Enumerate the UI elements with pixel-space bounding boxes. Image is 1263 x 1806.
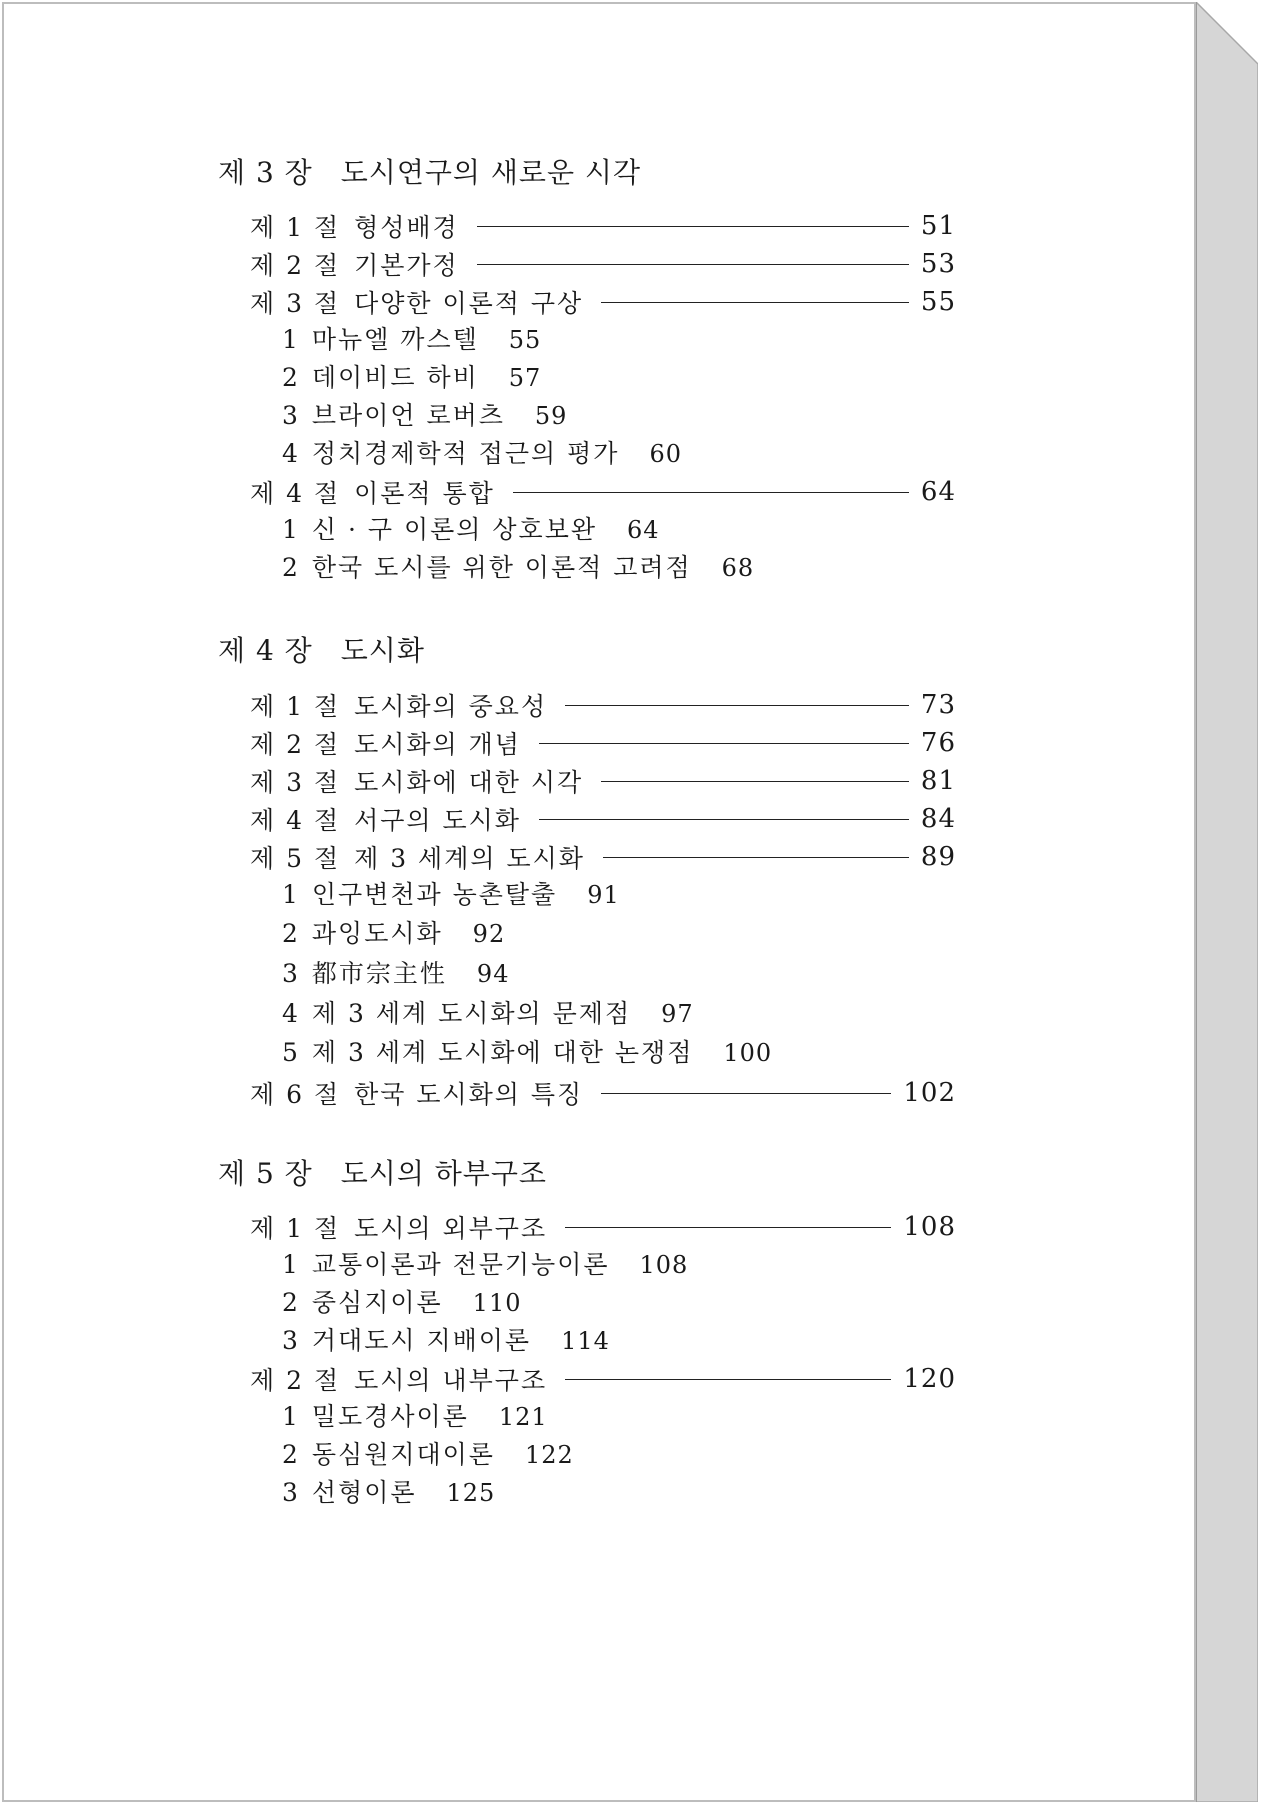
dot-leader (565, 1379, 891, 1380)
toc-subsection-entry[interactable] (282, 878, 620, 912)
toc-subsection-entry[interactable] (282, 1036, 772, 1070)
toc-subsection-entry[interactable] (282, 551, 754, 585)
toc-subsection-entry[interactable] (282, 399, 567, 433)
section-title: 도시의 내부구조 (354, 1366, 548, 1395)
toc-subsection-entry[interactable] (282, 957, 509, 991)
toc-subsection-entry[interactable] (282, 1438, 574, 1472)
page-number: 120 (903, 1364, 956, 1394)
subsection-number: 1 (282, 325, 300, 354)
chapter-heading (218, 1152, 547, 1192)
toc-subsection-entry[interactable] (282, 1324, 610, 1358)
section-number: 제 4 절 (250, 479, 341, 508)
subsection-number: 2 (282, 919, 300, 948)
toc-section-entry[interactable] (250, 764, 956, 798)
page-number: 121 (498, 1403, 548, 1431)
section-number: 제 4 절 (250, 806, 341, 835)
dot-leader (539, 743, 909, 744)
subsection-title: 밀도경사이론 (311, 1402, 469, 1431)
toc-section-entry[interactable] (250, 209, 956, 243)
page-number: 68 (721, 554, 755, 582)
subsection-title: 정치경제학적 접근의 평가 (311, 439, 620, 468)
subsection-number: 2 (282, 1440, 300, 1469)
page-number: 91 (587, 881, 620, 909)
section-title: 이론적 통합 (354, 479, 495, 508)
toc-section-entry[interactable] (250, 802, 956, 836)
subsection-title: 브라이언 로버츠 (311, 401, 505, 430)
page-number: 102 (903, 1078, 956, 1108)
toc-subsection-entry[interactable] (282, 513, 660, 547)
subsection-number: 1 (282, 1402, 300, 1431)
toc-section-entry[interactable] (250, 1076, 956, 1110)
section-number: 제 3 절 (250, 289, 341, 318)
page-number: 57 (508, 364, 542, 392)
subsection-title: 데이비드 하비 (311, 363, 479, 392)
page-number: 108 (903, 1212, 956, 1242)
section-number: 제 2 절 (250, 730, 341, 759)
page-number: 53 (920, 249, 956, 279)
chapter-label: 제 5 장 (218, 1157, 313, 1190)
toc-section-entry[interactable] (250, 726, 956, 760)
toc-subsection-entry[interactable] (282, 437, 682, 471)
toc-subsection-entry[interactable] (282, 917, 505, 951)
subsection-number: 2 (282, 553, 300, 582)
page-number: 84 (920, 804, 956, 834)
section-title: 제 3 세계의 도시화 (354, 844, 585, 873)
section-title: 도시화의 개념 (354, 730, 521, 759)
subsection-number: 3 (282, 1326, 300, 1355)
page-number: 51 (920, 211, 956, 241)
section-number: 제 1 절 (250, 692, 341, 721)
dot-leader (601, 302, 909, 303)
dot-leader (601, 1093, 891, 1094)
subsection-number: 4 (282, 999, 300, 1028)
subsection-title: 한국 도시를 위한 이론적 고려점 (311, 553, 692, 582)
section-number: 제 2 절 (250, 251, 341, 280)
page-number: 122 (524, 1441, 574, 1469)
section-number: 제 5 절 (250, 844, 341, 873)
toc-subsection-entry[interactable] (282, 1248, 688, 1282)
section-title: 기본가정 (354, 251, 459, 280)
toc-section-entry[interactable] (250, 285, 956, 319)
page-number: 125 (446, 1479, 496, 1507)
subsection-number: 1 (282, 880, 300, 909)
subsection-number: 5 (282, 1038, 300, 1067)
toc-subsection-entry[interactable] (282, 1286, 521, 1320)
subsection-title: 인구변천과 농촌탈출 (311, 880, 558, 909)
page-number: 64 (920, 477, 956, 507)
subsection-number: 1 (282, 1250, 300, 1279)
page-number: 89 (920, 842, 956, 872)
subsection-title: 마뉴엘 까스텔 (311, 325, 479, 354)
subsection-title: 都市宗主性 (311, 959, 447, 988)
subsection-title: 신 · 구 이론의 상호보완 (311, 515, 597, 544)
page-number: 60 (649, 440, 682, 468)
section-number: 제 1 절 (250, 1214, 341, 1243)
subsection-number: 3 (282, 401, 300, 430)
toc-section-entry[interactable] (250, 1210, 956, 1244)
subsection-title: 선형이론 (311, 1478, 417, 1507)
section-number: 제 1 절 (250, 213, 341, 242)
subsection-title: 중심지이론 (311, 1288, 443, 1317)
chapter-label: 제 3 장 (218, 156, 313, 189)
subsection-number: 3 (282, 1478, 300, 1507)
subsection-number: 3 (282, 959, 300, 988)
page-number: 73 (920, 690, 956, 720)
book-page (2, 2, 1196, 1802)
dot-leader (603, 857, 909, 858)
section-title: 도시화의 중요성 (354, 692, 548, 721)
dot-leader (477, 226, 909, 227)
dot-leader (513, 492, 909, 493)
toc-subsection-entry[interactable] (282, 997, 694, 1031)
page-number: 59 (534, 402, 568, 430)
page-number: 81 (920, 766, 956, 796)
subsection-number: 2 (282, 1288, 300, 1317)
page-number: 92 (472, 920, 506, 948)
dot-leader (565, 1227, 891, 1228)
chapter-heading (218, 151, 641, 191)
book-edge-shape (1196, 2, 1258, 1802)
subsection-title: 교통이론과 전문기능이론 (311, 1250, 610, 1279)
toc-subsection-entry[interactable] (282, 323, 541, 357)
toc-section-entry[interactable] (250, 1362, 956, 1396)
page-number: 64 (627, 516, 660, 544)
section-number: 제 3 절 (250, 768, 341, 797)
chapter-title: 도시의 하부구조 (340, 1157, 547, 1190)
section-title: 한국 도시화의 특징 (354, 1080, 584, 1109)
toc-subsection-entry[interactable] (282, 1476, 495, 1510)
page-number: 114 (561, 1327, 610, 1355)
subsection-number: 2 (282, 363, 300, 392)
dot-leader (477, 264, 909, 265)
section-title: 다양한 이론적 구상 (354, 289, 584, 318)
subsection-title: 동심원지대이론 (311, 1440, 495, 1469)
subsection-title: 거대도시 지배이론 (311, 1326, 532, 1355)
section-title: 도시화에 대한 시각 (354, 768, 584, 797)
section-title: 서구의 도시화 (354, 806, 521, 835)
subsection-title: 제 3 세계 도시화에 대한 논쟁점 (311, 1038, 694, 1067)
page-number: 108 (639, 1251, 689, 1279)
toc-section-entry[interactable] (250, 247, 956, 281)
dot-leader (565, 705, 909, 706)
subsection-title: 과잉도시화 (311, 919, 443, 948)
toc-subsection-entry[interactable] (282, 361, 541, 395)
page-number: 55 (920, 287, 956, 317)
page-number: 76 (920, 728, 956, 758)
subsection-title: 제 3 세계 도시화의 문제점 (311, 999, 632, 1028)
toc-section-entry[interactable] (250, 475, 956, 509)
subsection-number: 1 (282, 515, 300, 544)
chapter-label: 제 4 장 (218, 634, 313, 667)
section-title: 형성배경 (354, 213, 459, 242)
chapter-heading (218, 629, 425, 669)
book-edge (1196, 2, 1258, 1802)
dot-leader (601, 781, 909, 782)
subsection-number: 4 (282, 439, 300, 468)
toc-section-entry[interactable] (250, 840, 956, 874)
chapter-title: 도시연구의 새로운 시각 (340, 156, 642, 189)
dot-leader (539, 819, 909, 820)
section-title: 도시의 외부구조 (354, 1214, 548, 1243)
page-number: 97 (661, 1000, 694, 1028)
toc-section-entry[interactable] (250, 688, 956, 722)
page-number: 110 (472, 1289, 522, 1317)
page-number: 100 (723, 1039, 773, 1067)
chapter-title: 도시화 (340, 634, 425, 667)
toc-subsection-entry[interactable] (282, 1400, 548, 1434)
page-number: 55 (508, 326, 542, 354)
page-number: 94 (476, 960, 510, 988)
section-number: 제 2 절 (250, 1366, 341, 1395)
section-number: 제 6 절 (250, 1080, 341, 1109)
